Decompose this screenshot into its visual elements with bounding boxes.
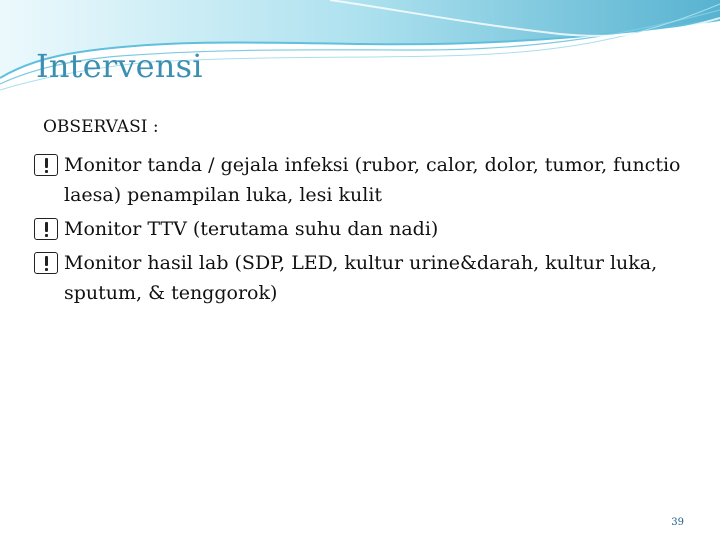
replacement-char-icon: [34, 218, 58, 240]
slide-title: Intervensi: [36, 47, 203, 85]
bullet-text: Monitor hasil lab (SDP, LED, kultur urine&darah, kultur luka, sputum, & tenggorok): [64, 252, 658, 304]
section-subheading: OBSERVASI :: [43, 117, 159, 137]
bullet-text: Monitor TTV (terutama suhu dan nadi): [64, 218, 439, 240]
replacement-char-icon: [34, 154, 58, 176]
bullet-text: Monitor tanda / gejala infeksi (rubor, calor, dolor, tumor, functio laesa) penampilan luka, lesi kulit: [64, 154, 681, 206]
page-number: 39: [671, 517, 684, 528]
list-item: [34, 150, 714, 210]
list-item: [34, 248, 714, 308]
bullet-list: [34, 150, 714, 312]
list-item: [34, 214, 714, 244]
replacement-char-icon: [34, 252, 58, 274]
